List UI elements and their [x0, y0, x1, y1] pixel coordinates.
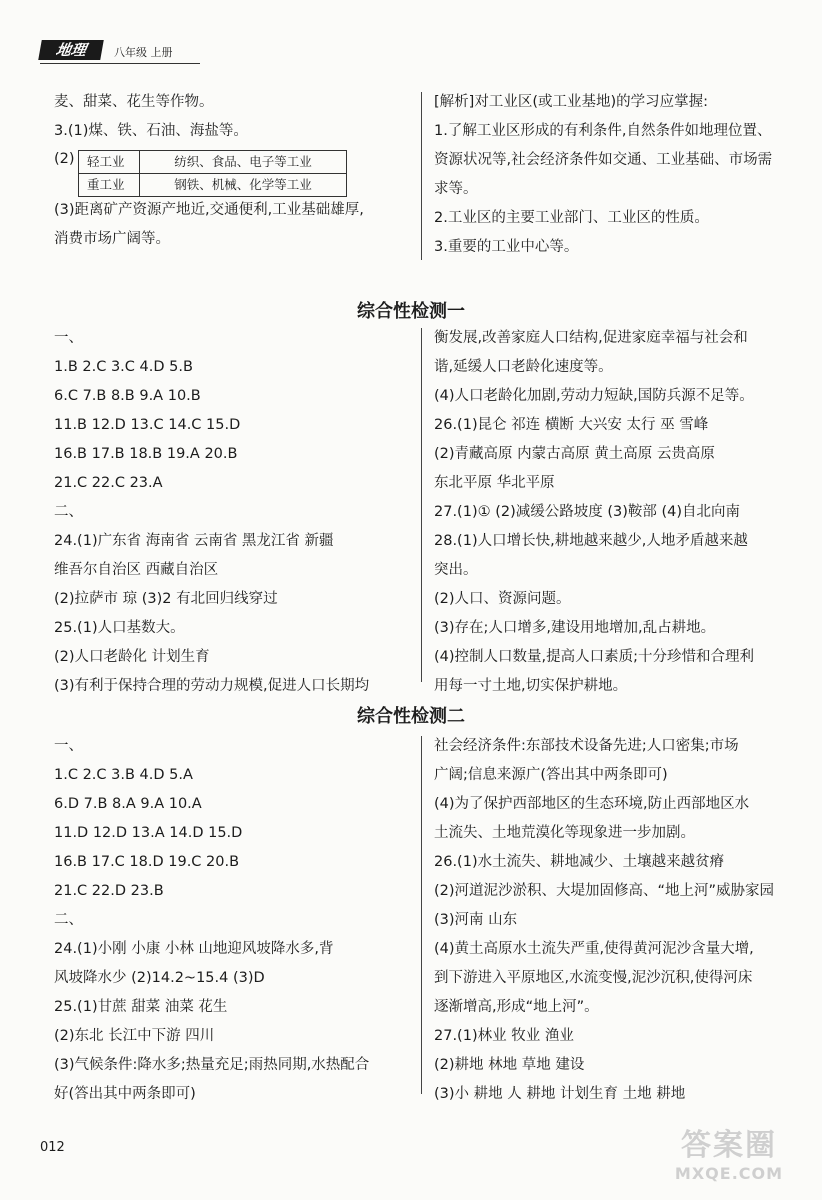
- text-line: 到下游进入平原地区,水流变慢,泥沙沉积,使得河床: [434, 970, 753, 986]
- table-row: [79, 174, 347, 197]
- text-line: 麦、甜菜、花生等作物。: [54, 94, 214, 110]
- text-line: (3)气候条件:降水多;热量充足;雨热同期,水热配合: [54, 1057, 370, 1073]
- column-divider: [421, 328, 422, 682]
- text-line: 26.(1)昆仑 祁连 横断 大兴安 太行 巫 雪峰: [434, 417, 709, 433]
- text-line: 24.(1)小刚 小康 小林 山地迎风坡降水多,背: [54, 941, 334, 957]
- table-prefix: (2): [54, 151, 75, 167]
- text-line: 好(答出其中两条即可): [54, 1086, 196, 1102]
- text-line: (2)拉萨市 琼 (3)2 有北回归线穿过: [54, 591, 278, 607]
- text-line: (3)有利于保持合理的劳动力规模,促进人口长期均: [54, 678, 370, 694]
- text-line: 3.(1)煤、铁、石油、海盐等。: [54, 123, 248, 139]
- text-line: 16.B 17.C 18.D 19.C 20.B: [54, 854, 240, 870]
- table-cell: 重工业: [79, 174, 140, 197]
- column-divider: [421, 736, 422, 1094]
- text-line: 土流失、土地荒漠化等现象进一步加剧。: [434, 825, 695, 841]
- text-line: 1.C 2.C 3.B 4.D 5.A: [54, 767, 193, 783]
- text-line: (4)控制人口数量,提高人口素质;十分珍惜和合理利: [434, 649, 755, 665]
- text-line: 24.(1)广东省 海南省 云南省 黑龙江省 新疆: [54, 533, 334, 549]
- text-line: 衡发展,改善家庭人口结构,促进家庭幸福与社会和: [434, 330, 748, 346]
- text-line: 11.B 12.D 13.C 14.C 15.D: [54, 417, 241, 433]
- text-line: 二、: [54, 912, 83, 928]
- section-title: 综合性检测二: [357, 706, 465, 727]
- table-cell: 纺织、食品、电子等工业: [140, 151, 347, 174]
- text-line: 27.(1)林业 牧业 渔业: [434, 1028, 574, 1044]
- table-cell: 钢铁、机械、化学等工业: [140, 174, 347, 197]
- text-line: 21.C 22.C 23.A: [54, 475, 163, 491]
- text-line: 突出。: [434, 562, 478, 578]
- text-line: 25.(1)甘蔗 甜菜 油菜 花生: [54, 999, 228, 1015]
- text-line: (2)人口老龄化 计划生育: [54, 649, 210, 665]
- text-line: 消费市场广阔等。: [54, 231, 170, 247]
- text-line: 26.(1)水土流失、耕地减少、土壤越来越贫瘠: [434, 854, 725, 870]
- column-divider: [421, 92, 422, 260]
- top-right-column: [434, 88, 772, 262]
- table-cell: 轻工业: [79, 151, 140, 174]
- text-line: 16.B 17.B 18.B 19.A 20.B: [54, 446, 238, 462]
- text-line: (2)青藏高原 内蒙古高原 黄土高原 云贵高原: [434, 446, 715, 462]
- text-line: (4)人口老龄化加剧,劳动力短缺,国防兵源不足等。: [434, 388, 754, 404]
- subject-badge: 地理: [38, 40, 104, 60]
- text-line: 2.工业区的主要工业部门、工业区的性质。: [434, 210, 709, 226]
- text-line: 二、: [54, 504, 83, 520]
- text-line: 求等。: [434, 181, 478, 197]
- section1-left-column: [54, 324, 369, 701]
- page-header: [40, 38, 200, 64]
- text-line: 21.C 22.D 23.B: [54, 883, 164, 899]
- text-line: (2)东北 长江中下游 四川: [54, 1028, 215, 1044]
- text-line: 6.D 7.B 8.A 9.A 10.A: [54, 796, 202, 812]
- watermark-url: MXQE.COM: [674, 1164, 784, 1183]
- text-line: (2)人口、资源问题。: [434, 591, 571, 607]
- text-line: 一、: [54, 738, 83, 754]
- text-line: 6.C 7.B 8.B 9.A 10.B: [54, 388, 201, 404]
- text-line: 谐,延缓人口老龄化速度等。: [434, 359, 613, 375]
- text-line: 社会经济条件:东部技术设备先进;人口密集;市场: [434, 738, 739, 754]
- section2-right-column: [434, 732, 774, 1109]
- text-line: 一、: [54, 330, 83, 346]
- text-line: 资源状况等,社会经济条件如交通、工业基础、市场需: [434, 152, 773, 168]
- text-line: (2)河道泥沙淤积、大堤加固修高、“地上河”威胁家园: [434, 883, 775, 899]
- text-line: 11.D 12.D 13.A 14.D 15.D: [54, 825, 243, 841]
- industry-table: [78, 150, 347, 197]
- text-line: 1.B 2.C 3.C 4.D 5.B: [54, 359, 193, 375]
- text-line: 25.(1)人口基数大。: [54, 620, 185, 636]
- section2-left-column: [54, 732, 369, 1109]
- top-left-column: [54, 88, 364, 254]
- text-line: 逐渐增高,形成“地上河”。: [434, 999, 599, 1015]
- text-line: [解析]对工业区(或工业基地)的学习应掌握:: [434, 94, 709, 110]
- text-line: (4)为了保护西部地区的生态环境,防止西部地区水: [434, 796, 750, 812]
- section1-right-column: [434, 324, 754, 701]
- text-line: (3)河南 山东: [434, 912, 518, 928]
- grade-label: 八年级 上册: [114, 46, 173, 59]
- text-line: (3)小 耕地 人 耕地 计划生育 土地 耕地: [434, 1086, 686, 1102]
- text-line: 东北平原 华北平原: [434, 475, 555, 491]
- table-row: [79, 151, 347, 174]
- text-line: 28.(1)人口增长快,耕地越来越少,人地矛盾越来越: [434, 533, 748, 549]
- text-line: (4)黄土高原水土流失严重,使得黄河泥沙含量大增,: [434, 941, 754, 957]
- text-line: 用每一寸土地,切实保护耕地。: [434, 678, 628, 694]
- header-rule: [40, 63, 200, 64]
- watermark-logo: [654, 1128, 804, 1190]
- text-line: 广阔;信息来源广(答出其中两条即可): [434, 767, 668, 783]
- section-title: 综合性检测一: [357, 301, 465, 322]
- text-line: (2)耕地 林地 草地 建设: [434, 1057, 585, 1073]
- text-line: 3.重要的工业中心等。: [434, 239, 579, 255]
- text-line: 27.(1)① (2)减缓公路坡度 (3)鞍部 (4)自北向南: [434, 504, 741, 520]
- industry-table-block: [54, 148, 364, 196]
- text-line: (3)存在;人口增多,建设用地增加,乱占耕地。: [434, 620, 716, 636]
- text-line: 维吾尔自治区 西藏自治区: [54, 562, 219, 578]
- text-line: (3)距离矿产资源产地近,交通便利,工业基础雄厚,: [54, 202, 364, 218]
- watermark-text: 答案圈: [681, 1128, 777, 1163]
- page-number: 012: [40, 1140, 65, 1155]
- text-line: 风坡降水少 (2)14.2~15.4 (3)D: [54, 970, 265, 986]
- text-line: 1.了解工业区形成的有利条件,自然条件如地理位置、: [434, 123, 772, 139]
